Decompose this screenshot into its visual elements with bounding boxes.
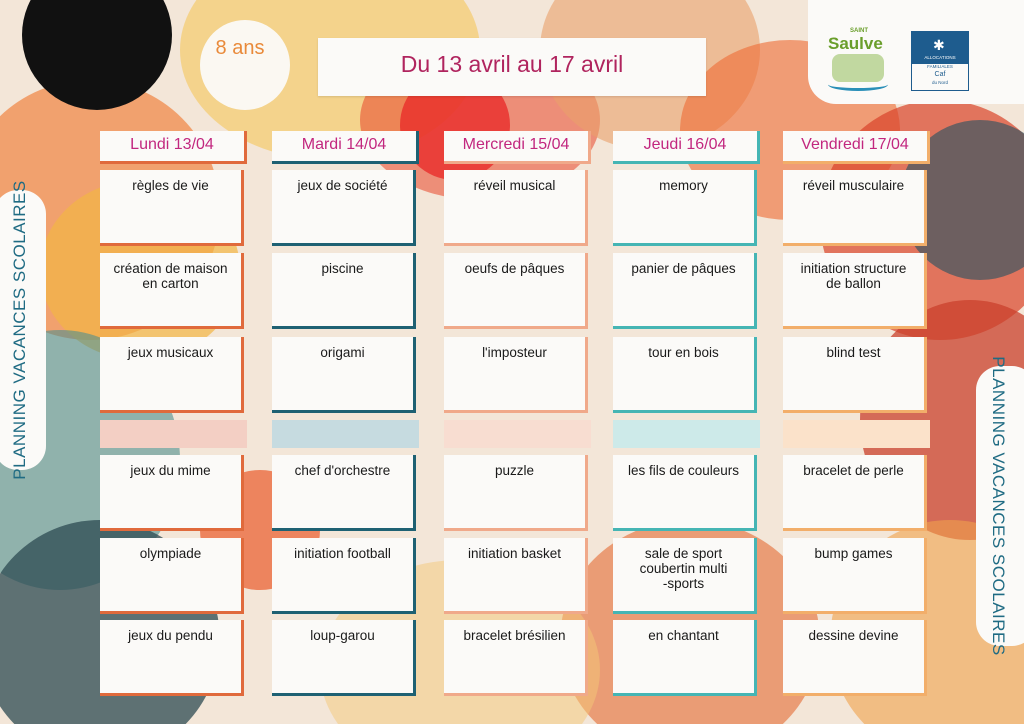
activity-cell: bump games [783,538,927,614]
activity-cell: olympiade [100,538,244,614]
activity-cell: réveil musculaire [783,170,927,246]
day-header: Lundi 13/04 [100,131,247,164]
lunch-band [613,420,760,448]
activity-cell: panier de pâques [613,253,757,329]
day-header: Mardi 14/04 [272,131,419,164]
activity-cell: jeux de société [272,170,416,246]
side-label-left [0,180,46,480]
activity-cell: puzzle [444,455,588,531]
title-banner [318,38,706,96]
lunch-band [444,420,591,448]
day-header: Vendredi 17/04 [783,131,930,164]
caf-logo-line4: du Nord [931,80,948,85]
age-label: 8 ans [215,37,265,59]
caf-logo-line2: FAMILIALES [927,64,953,69]
lunch-band [100,420,247,448]
logo-area [808,0,1024,104]
saint-saulve-logo-name: Saulve [828,34,883,53]
activity-cell: origami [272,337,416,413]
activity-cell: les fils de couleurs [613,455,757,531]
caf-logo [911,31,969,91]
activity-cell: tour en bois [613,337,757,413]
activity-cell: initiation structure de ballon [783,253,927,329]
caf-emblem-icon: ✱ [933,37,945,53]
activity-cell: oeufs de pâques [444,253,588,329]
activity-cell: blind test [783,337,927,413]
activity-cell: initiation basket [444,538,588,614]
lunch-band [783,420,930,448]
activity-cell: loup-garou [272,620,416,696]
age-badge [205,26,275,76]
side-label-right-text: PLANNING VACANCES SCOLAIRES [989,356,1008,656]
lunch-band [272,420,419,448]
activity-cell: piscine [272,253,416,329]
activity-cell: initiation football [272,538,416,614]
activity-cell: sale de sport coubertin multi -sports [613,538,757,614]
activity-cell: memory [613,170,757,246]
activity-cell: jeux du mime [100,455,244,531]
activity-cell: bracelet de perle [783,455,927,531]
activity-cell: jeux du pendu [100,620,244,696]
side-label-left-text: PLANNING VACANCES SCOLAIRES [10,180,29,480]
activity-cell: en chantant [613,620,757,696]
caf-logo-line3: Caf [934,71,946,78]
saint-saulve-logo [824,28,892,92]
page-title: Du 13 avril au 17 avril [400,51,624,77]
activity-cell: règles de vie [100,170,244,246]
activity-cell: bracelet brésilien [444,620,588,696]
activity-cell: jeux musicaux [100,337,244,413]
caf-logo-line1: ALLOCATIONS [924,55,956,60]
activity-cell: création de maison en carton [100,253,244,329]
activity-cell: l'imposteur [444,337,588,413]
activity-cell: réveil musical [444,170,588,246]
activity-cell: dessine devine [783,620,927,696]
side-label-right [976,356,1024,656]
activity-cell: chef d'orchestre [272,455,416,531]
day-header: Jeudi 16/04 [613,131,760,164]
saint-saulve-logo-top: SAINT [850,28,868,34]
day-header: Mercredi 15/04 [444,131,591,164]
